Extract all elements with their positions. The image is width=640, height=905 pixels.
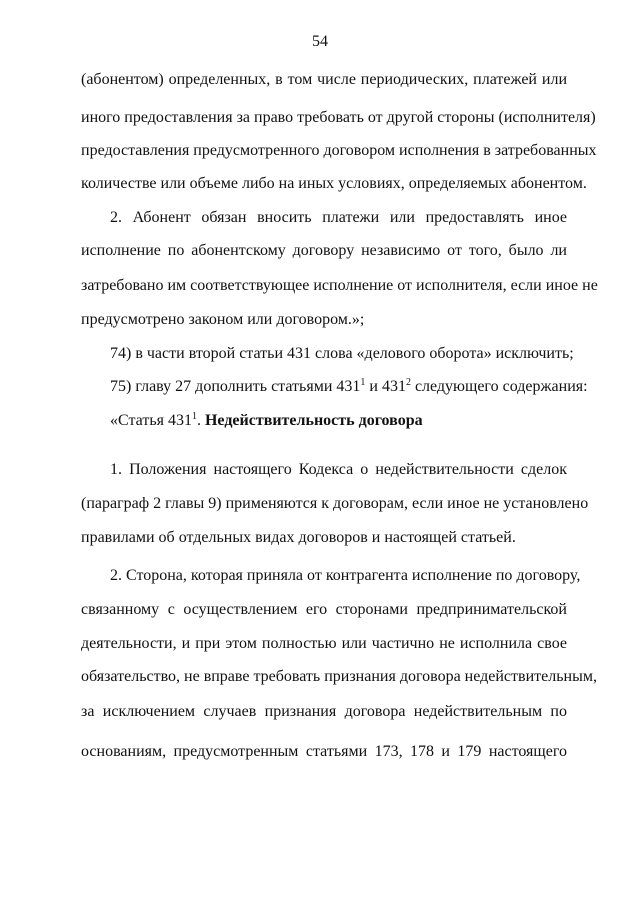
- article-heading: [110, 411, 423, 431]
- item-75-text-a: 75) главу 27 дополнить статьями 431: [110, 378, 361, 395]
- article-separator: .: [196, 412, 205, 429]
- text-line: (параграф 2 главы 9) применяются к договорам, если иное не установлено: [81, 495, 589, 512]
- text-line: предоставления предусмотренного договором исполнения в затребованных: [81, 142, 597, 159]
- amendment-item-75: [110, 377, 588, 397]
- text-line: обязательство, не вправе требовать признания договора недействительным,: [81, 668, 597, 685]
- text-line: (абонентом) определенных, в том числе периодических, платежей или: [81, 71, 567, 88]
- text-line: количестве или объеме либо на иных условиях, определяемых абонентом.: [81, 175, 587, 192]
- article-number: «Статья 431: [110, 412, 192, 429]
- paragraph-start-line: 1. Положения настоящего Кодекса о недействительности сделок: [110, 461, 567, 478]
- text-line: деятельности, и при этом полностью или частично не исполнила свое: [81, 635, 567, 652]
- page-number: 54: [312, 33, 328, 50]
- item-75-text-b: и 431: [365, 378, 406, 395]
- text-line: правилами об отдельных видах договоров и настоящей статьей.: [81, 529, 516, 546]
- text-line: иного предоставления за право требовать от другой стороны (исполнителя): [81, 109, 596, 126]
- paragraph-start-line: 2. Сторона, которая приняла от контрагента исполнение по договору,: [110, 567, 581, 584]
- text-line: исполнение по абонентскому договору независимо от того, было ли: [81, 242, 567, 259]
- superscript: 1: [191, 411, 197, 422]
- paragraph-start-line: 2. Абонент обязан вносить платежи или предоставлять иное: [110, 209, 567, 226]
- superscript: 2: [405, 377, 411, 388]
- text-line: за исключением случаев признания договора недействительным по: [81, 703, 567, 720]
- item-75-text-c: следующего содержания:: [410, 378, 588, 395]
- amendment-item-74: 74) в части второй статьи 431 слова «делового оборота» исключить;: [110, 345, 574, 362]
- text-line: связанному с осуществлением его сторонами предпринимательской: [81, 601, 567, 618]
- superscript: 1: [360, 377, 366, 388]
- article-title: Недействительность договора: [204, 412, 423, 429]
- text-line: затребовано им соответствующее исполнение от исполнителя, если иное не: [81, 277, 598, 294]
- text-line: основаниям, предусмотренным статьями 173, 178 и 179 настоящего: [81, 743, 567, 760]
- text-line: предусмотрено законом или договором.»;: [81, 311, 365, 328]
